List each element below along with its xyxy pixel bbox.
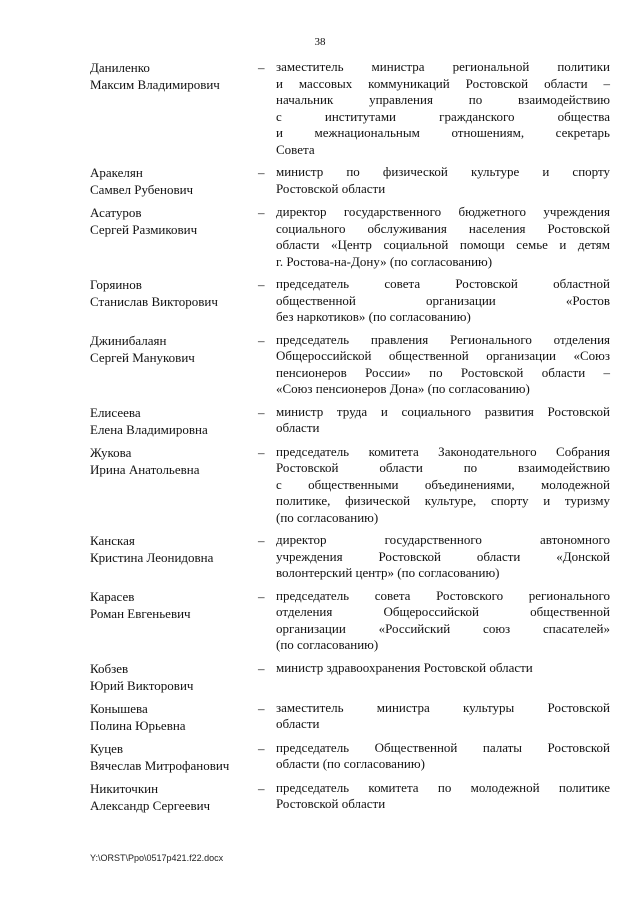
role-line: директор государственного бюджетного учреждения — [276, 204, 610, 219]
role-line: председатель комитета по молодежной политике — [276, 779, 610, 795]
member-role — [276, 276, 610, 326]
role-line: и межнациональным отношениям, секретарь — [276, 125, 610, 140]
member-role — [276, 532, 610, 582]
role-line: директор государственного автономного — [276, 532, 610, 547]
member-surname: Асатуров — [90, 205, 142, 220]
role-line: области (по согласованию) — [276, 756, 425, 771]
role-line: (по согласованию) — [276, 637, 379, 652]
member-given-names: Юрий Викторович — [90, 677, 194, 693]
role-line: отделения Общероссийской общественной — [276, 604, 610, 619]
dash-separator: – — [258, 444, 265, 460]
member-surname: Карасев — [90, 588, 135, 604]
member-entry — [90, 332, 610, 398]
member-entry — [90, 660, 610, 694]
member-role — [276, 700, 610, 733]
dash-separator: – — [258, 533, 265, 548]
member-given-names: Максим Владимирович — [90, 77, 220, 92]
dash-separator: – — [258, 332, 265, 348]
member-entry — [90, 276, 610, 326]
role-line: области — [276, 716, 320, 731]
member-entry — [90, 588, 610, 654]
dash-separator: – — [258, 588, 265, 604]
role-line: Ростовской области по взаимодействию — [276, 460, 610, 475]
member-surname: Кобзев — [90, 660, 129, 676]
role-line: заместитель министра культуры Ростовской — [276, 699, 610, 715]
role-line: области «Центр социальной помощи семье и детям — [276, 237, 610, 252]
role-line: с общественными объединениями, молодежной — [276, 476, 610, 492]
member-role — [276, 404, 610, 437]
member-name — [90, 444, 258, 478]
dash-separator: – — [258, 404, 265, 420]
member-role — [276, 204, 610, 270]
member-entry — [90, 59, 610, 158]
member-role — [276, 164, 610, 197]
dash-separator: – — [258, 165, 265, 180]
member-entry — [90, 444, 610, 527]
member-given-names: Сергей Размикович — [90, 222, 198, 237]
dash-separator: – — [258, 780, 265, 796]
member-role — [276, 780, 610, 813]
role-line: Совета — [276, 141, 315, 157]
member-given-names: Елена Владимировна — [90, 421, 208, 437]
dash-separator: – — [258, 60, 265, 75]
member-name — [90, 780, 258, 814]
role-line: пенсионеров России» по Ростовской области – — [276, 364, 610, 380]
member-role — [276, 660, 610, 677]
member-entry — [90, 740, 610, 774]
role-line: (по согласованию) — [276, 509, 379, 525]
member-name — [90, 59, 258, 93]
member-given-names: Полина Юрьевна — [90, 717, 186, 733]
member-entry — [90, 700, 610, 734]
member-role — [276, 740, 610, 773]
member-name — [90, 276, 258, 310]
member-surname: Конышева — [90, 700, 148, 716]
dash-separator: – — [258, 277, 265, 292]
dash-separator: – — [258, 660, 265, 676]
member-surname: Канская — [90, 533, 135, 548]
role-line: и массовых коммуникаций Ростовской области – — [276, 75, 610, 91]
member-surname: Даниленко — [90, 60, 150, 75]
role-line: области — [276, 420, 320, 435]
member-given-names: Роман Евгеньевич — [90, 605, 191, 621]
dash-separator: – — [258, 700, 265, 716]
role-line: волонтерский центр» (по согласованию) — [276, 565, 500, 580]
member-name — [90, 740, 258, 774]
role-line: социального обслуживания населения Ростовской — [276, 220, 610, 236]
role-line: председатель совета Ростовского регионального — [276, 587, 610, 603]
member-surname: Елисеева — [90, 404, 141, 420]
role-line: министр труда и социального развития Ростовской — [276, 403, 610, 419]
member-given-names: Самвел Рубенович — [90, 182, 194, 197]
member-list — [90, 59, 610, 820]
role-line: Ростовской области — [276, 180, 386, 196]
member-surname: Никиточкин — [90, 780, 159, 796]
member-given-names: Сергей Манукович — [90, 349, 195, 365]
dash-separator: – — [258, 740, 265, 756]
role-line: министр по физической культуре и спорту — [276, 164, 610, 179]
member-given-names: Станислав Викторович — [90, 294, 218, 309]
role-line: председатель совета Ростовской областной — [276, 276, 610, 291]
member-entry — [90, 780, 610, 814]
member-role — [276, 444, 610, 527]
role-line: заместитель министра региональной политики — [276, 59, 610, 74]
role-line: с институтами гражданского общества — [276, 108, 610, 124]
role-line: начальник управления по взаимодействию — [276, 92, 610, 107]
role-line: председатель Общественной палаты Ростовской — [276, 739, 610, 755]
member-name — [90, 588, 258, 622]
member-role — [276, 588, 610, 654]
member-entry — [90, 204, 610, 270]
role-line: общественной организации «Ростов — [276, 292, 610, 308]
member-name — [90, 700, 258, 734]
member-surname: Джинибалаян — [90, 332, 167, 348]
member-name — [90, 532, 258, 566]
member-role — [276, 332, 610, 398]
role-line: «Союз пенсионеров Дона» (по согласованию) — [276, 381, 530, 396]
member-given-names: Ирина Анатольевна — [90, 461, 200, 477]
role-line: г. Ростова-на-Дону» (по согласованию) — [276, 253, 493, 269]
member-name — [90, 164, 258, 198]
role-line: председатель комитета Законодательного Собрания — [276, 443, 610, 459]
member-name — [90, 332, 258, 366]
member-given-names: Александр Сергеевич — [90, 797, 211, 813]
role-line: министр здравоохранения Ростовской области — [276, 659, 533, 675]
member-surname: Куцев — [90, 740, 124, 756]
role-line: председатель правления Регионального отделения — [276, 331, 610, 347]
member-name — [90, 204, 258, 238]
file-path-footer: Y:\ORST\Ppo\0517p421.f22.docx — [90, 853, 224, 863]
role-line: учреждения Ростовской области «Донской — [276, 548, 610, 564]
page-number: 38 — [314, 36, 326, 48]
member-entry — [90, 532, 610, 582]
dash-separator: – — [258, 205, 265, 220]
member-surname: Жукова — [90, 444, 132, 460]
member-given-names: Кристина Леонидовна — [90, 550, 214, 565]
member-role — [276, 59, 610, 158]
member-entry — [90, 164, 610, 198]
member-surname: Аракелян — [90, 165, 143, 180]
member-entry — [90, 404, 610, 438]
role-line: организации «Российский союз спасателей» — [276, 620, 610, 636]
role-line: политике, физической культуре, спорту и туризму — [276, 493, 610, 508]
member-surname: Горяинов — [90, 277, 142, 292]
member-given-names: Вячеслав Митрофанович — [90, 757, 230, 773]
role-line: без наркотиков» (по согласованию) — [276, 309, 471, 324]
member-name — [90, 660, 258, 694]
role-line: Общероссийской общественной организации «Союз — [276, 348, 610, 363]
member-name — [90, 404, 258, 438]
role-line: Ростовской области — [276, 796, 386, 811]
